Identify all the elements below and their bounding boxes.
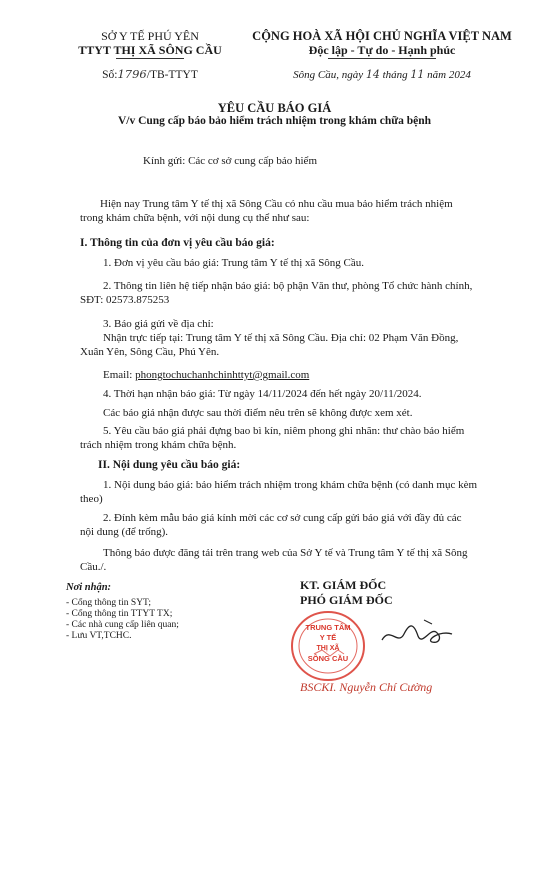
- stamp-text-top: TRUNG TÂM: [305, 623, 351, 632]
- handwritten-signature: [380, 616, 460, 650]
- section-2-heading: II. Nội dung yêu cầu báo giá:: [98, 459, 241, 471]
- item-5-line-2: trách nhiệm trong khám chữa bệnh.: [80, 439, 237, 451]
- email-link[interactable]: phongtochuchanhchinhttyt@gmail.com: [135, 369, 310, 381]
- number-suffix: /TB-TTYT: [146, 69, 198, 81]
- notice-line-1: Thông báo được đăng tải trên trang web của Sở Y tế và Trung tâm Y tế thị xã Sông: [103, 547, 468, 559]
- email-label: Email:: [103, 369, 136, 381]
- number-prefix: Số:: [102, 69, 118, 81]
- item-3-line-1: Nhận trực tiếp tại: Trung tâm Y tế thị xã Sông Cầu. Địa chỉ: 02 Phạm Văn Đồng,: [103, 332, 459, 344]
- stamp-text-mid2: THỊ XÃ: [316, 645, 340, 652]
- document-title: YÊU CẦU BÁO GIÁ: [217, 101, 332, 115]
- item-4: 4. Thời hạn nhận báo giá: Từ ngày 14/11/2024 đến hết ngày 20/11/2024.: [103, 388, 422, 400]
- document-date: [232, 67, 532, 83]
- recipient-item: - Lưu VT,TCHC.: [66, 631, 132, 641]
- date-month: 11: [410, 68, 425, 81]
- intro-line-2: trong khám chữa bệnh, với nội dung cụ thể như sau:: [80, 212, 310, 224]
- intro-line-1: Hiện nay Trung tâm Y tế thị xã Sông Cầu có nhu cầu mua bảo hiểm trách nhiệm: [100, 198, 453, 210]
- recipient-item: - Cổng thông tin TTYT TX;: [66, 609, 173, 619]
- date-mid: tháng: [382, 69, 408, 81]
- department-name: SỞ Y TẾ PHÚ YÊN: [101, 29, 199, 43]
- org-underline: [116, 58, 184, 59]
- notice-line-2: Cầu./.: [80, 561, 107, 573]
- item-4-note: Các báo giá nhận được sau thời điểm nêu trên sẽ không được xem xét.: [103, 407, 413, 419]
- signer-name: BSCKI. Nguyễn Chí Cường: [300, 680, 433, 694]
- item-1: 1. Đơn vị yêu cầu báo giá: Trung tâm Y tế thị xã Sông Cầu.: [103, 257, 365, 269]
- signature-position: PHÓ GIÁM ĐỐC: [300, 593, 393, 607]
- date-day: 14: [365, 68, 380, 81]
- recipient-item: - Cổng thông tin SYT;: [66, 598, 151, 608]
- item-2-line-1: 2. Thông tin liên hệ tiếp nhận báo giá: bộ phận Văn thư, phòng Tổ chức hành chính,: [103, 280, 473, 292]
- date-prefix: Sông Cầu, ngày: [293, 69, 364, 81]
- stamp-text-bottom: SÔNG CẦU: [307, 654, 349, 663]
- stamp-text-mid: Y TẾ: [319, 633, 337, 642]
- number-handwritten: 1796: [117, 67, 147, 81]
- recipient-item: - Các nhà cung cấp liên quan;: [66, 620, 179, 630]
- item-5-line-1: 5. Yêu cầu báo giá phải đựng bao bì kín, niêm phong ghi nhãn: thư chào bảo hiểm: [103, 425, 465, 437]
- greeting: Kính gửi: Các cơ sở cung cấp bảo hiểm: [143, 155, 317, 167]
- section-2-item-1-line-2: theo): [80, 493, 103, 505]
- motto-underline: [328, 58, 436, 59]
- national-motto: Độc lập - Tự do - Hạnh phúc: [308, 43, 456, 57]
- country-name: CỘNG HOÀ XÃ HỘI CHỦ NGHĨA VIỆT NAM: [252, 29, 512, 43]
- organization-name: [60, 43, 240, 58]
- item-2-line-2: SĐT: 02573.875253: [80, 294, 170, 306]
- date-suffix: năm 2024: [427, 69, 471, 81]
- recipients-label: Nơi nhận:: [66, 582, 112, 593]
- section-1-heading: I. Thông tin của đơn vị yêu cầu báo giá:: [80, 237, 275, 249]
- section-2-item-2-line-1: 2. Đính kèm mẫu báo giá kính mời các cơ sở cung cấp gửi báo giá với đầy đủ các: [103, 512, 462, 524]
- item-3-line-2: Xuân Yên, Sông Cầu, Phú Yên.: [80, 346, 220, 358]
- official-stamp: [284, 604, 380, 684]
- organization-label: TTYT THỊ XÃ SÔNG CẦU: [78, 43, 222, 57]
- section-2-item-2-line-2: nội dung (để trống).: [80, 526, 168, 538]
- item-3: 3. Báo giá gửi về địa chỉ:: [103, 318, 214, 330]
- section-2-item-1-line-1: 1. Nội dung báo giá: bảo hiểm trách nhiệm trong khám chữa bệnh (có danh mục kèm: [103, 479, 478, 491]
- document-subtitle: V/v Cung cấp báo bảo hiểm trách nhiệm trong khám chữa bệnh: [117, 115, 432, 127]
- email-line: [103, 368, 523, 383]
- document-number: [60, 67, 240, 83]
- signature-title: KT. GIÁM ĐỐC: [300, 578, 387, 592]
